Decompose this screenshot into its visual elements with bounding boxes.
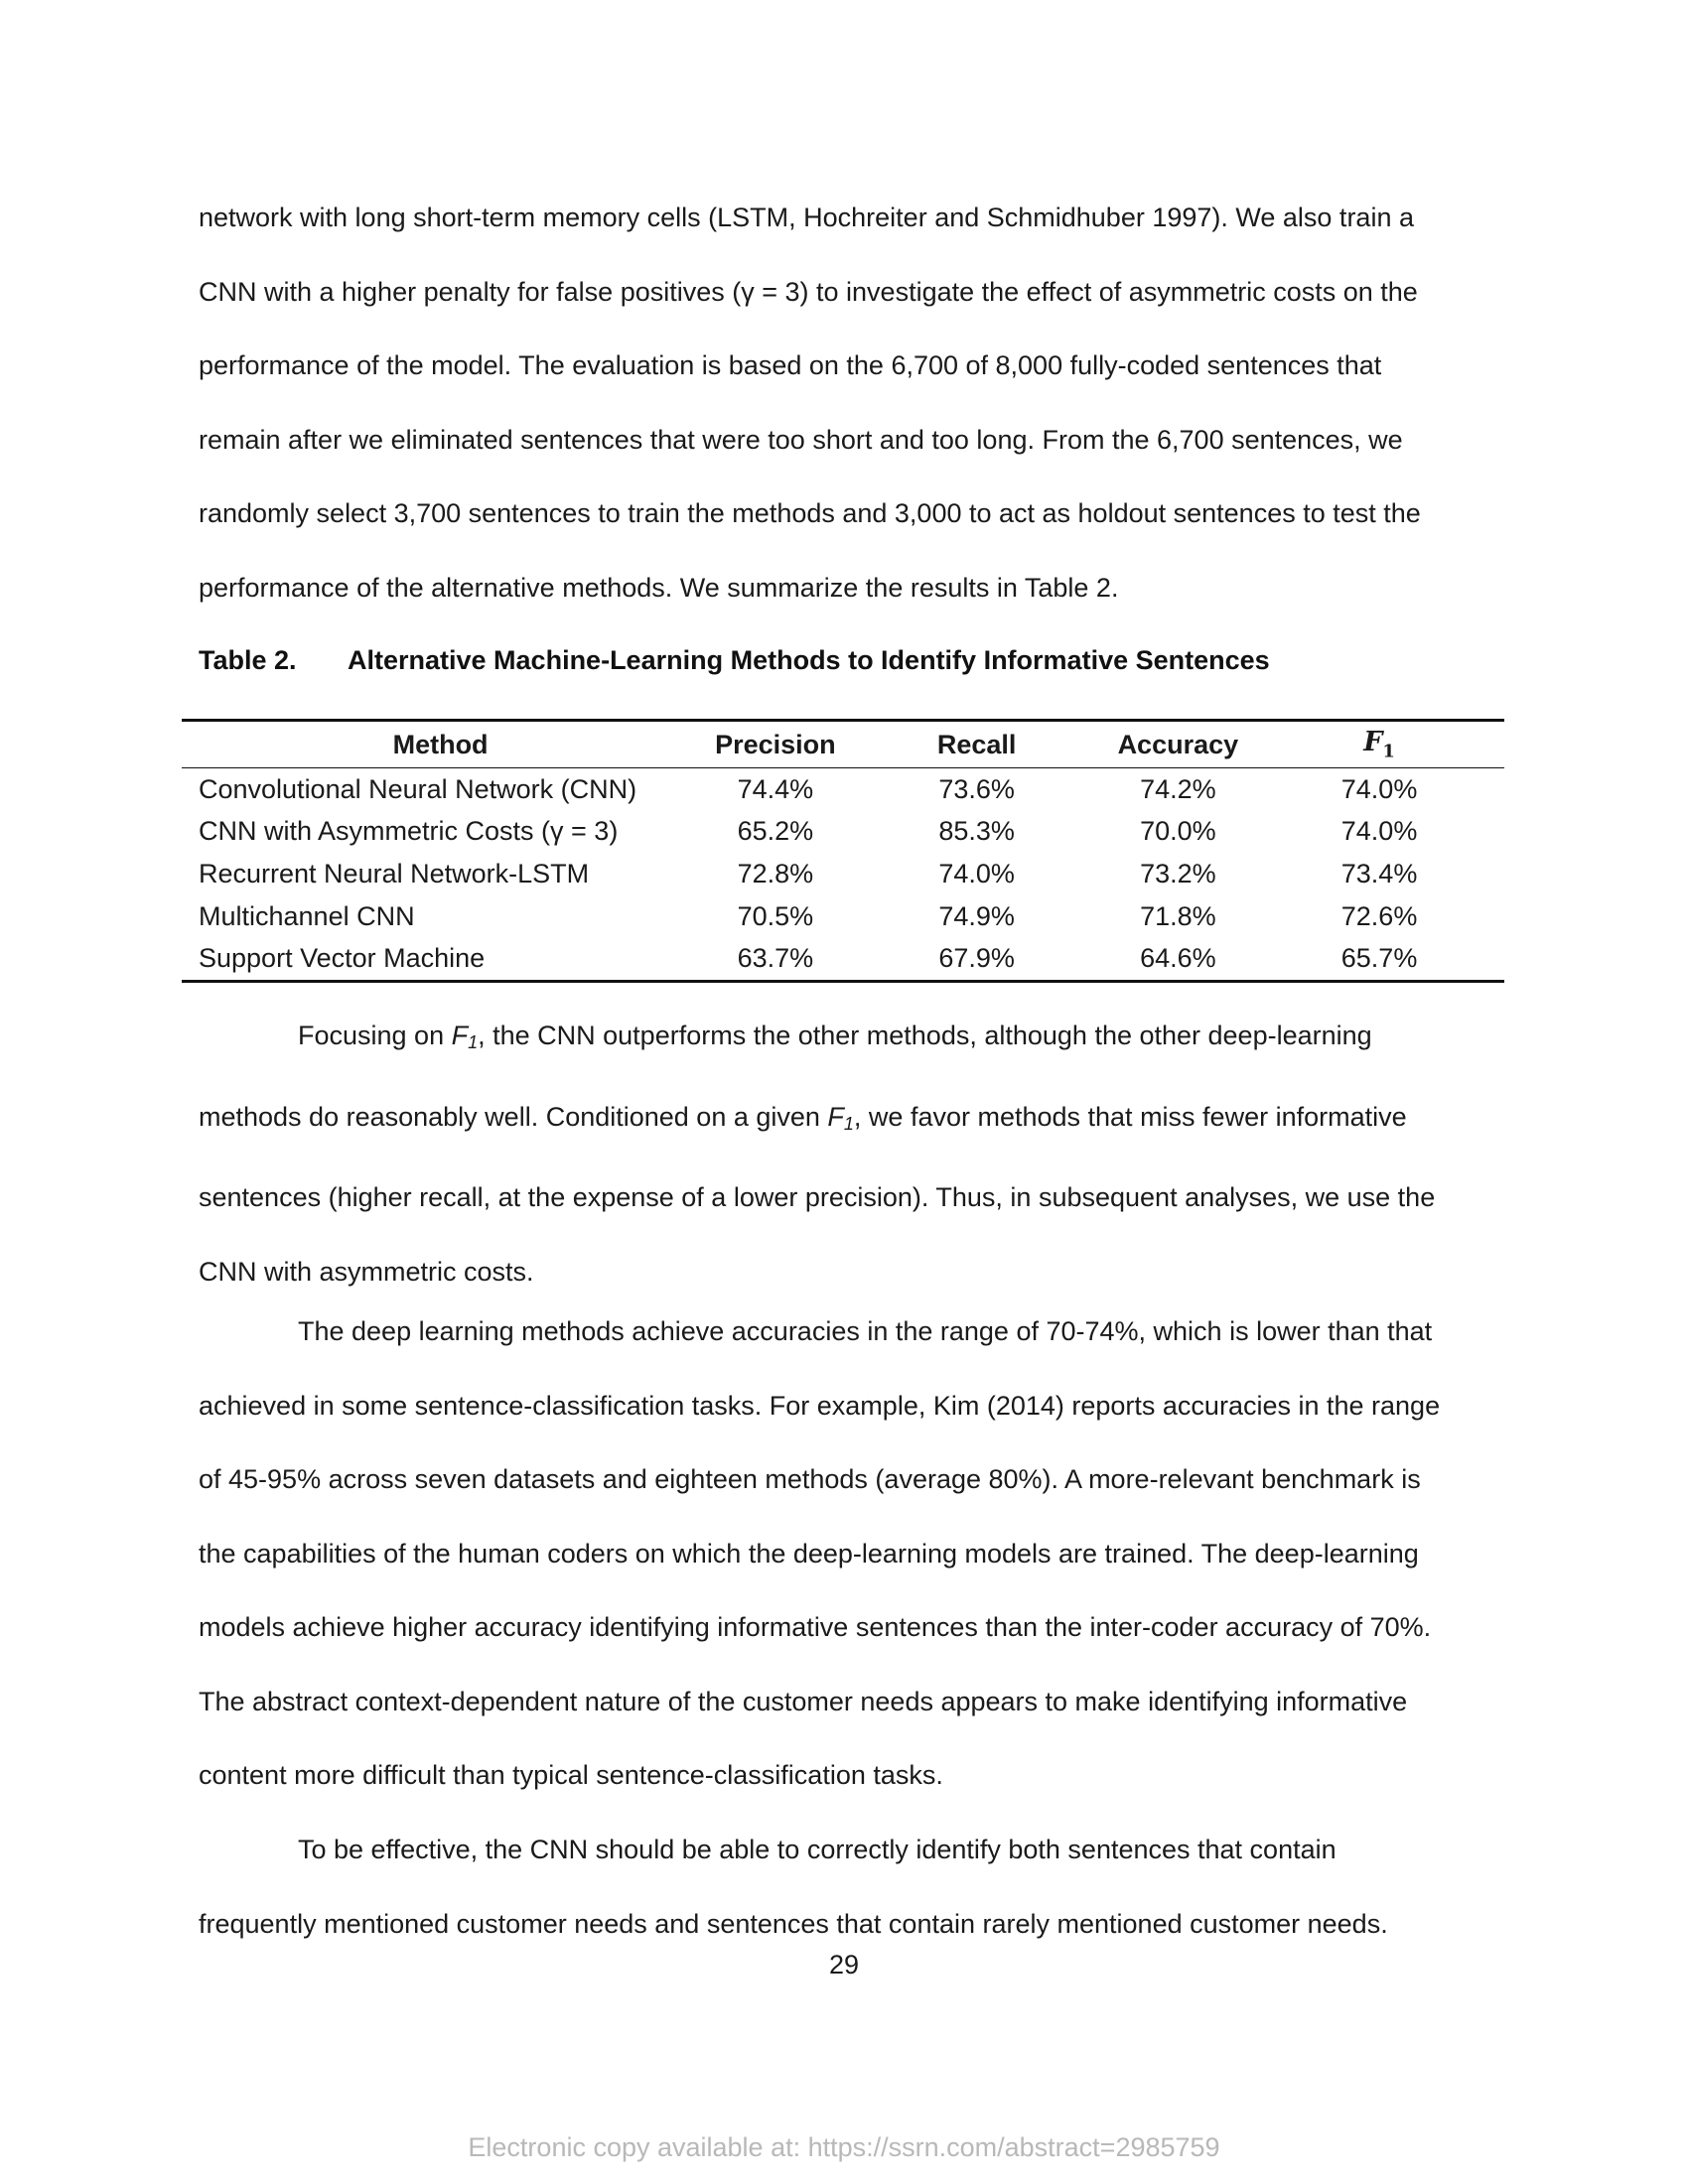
text-line [199, 999, 1489, 1080]
cell-precision: 70.5% [737, 900, 814, 931]
table-row [182, 895, 1504, 938]
f1-subscript: 1 [468, 1032, 479, 1052]
cell-recall: 85.3% [938, 816, 1015, 847]
table-header-row [182, 721, 1504, 768]
paragraph-f1-discussion [199, 999, 1489, 1308]
text-line [199, 1080, 1489, 1161]
cell-accuracy: 70.0% [1140, 816, 1216, 847]
text-line: remain after we eliminated sentences that were too short and too long. From the 6,700 sentences, we [199, 424, 1403, 455]
text-line: achieved in some sentence-classification tasks. For example, Kim (2014) reports accuracies in the range [199, 1390, 1441, 1421]
cell-method: Recurrent Neural Network-LSTM [199, 858, 590, 888]
text-line: frequently mentioned customer needs and sentences that contain rarely mentioned customer needs. [199, 1908, 1388, 1939]
table-row [182, 853, 1504, 895]
text-line: sentences (higher recall, at the expense of a lower precision). Thus, in subsequent analyses, we use the [199, 1182, 1436, 1212]
cell-f1: 74.0% [1340, 816, 1418, 847]
results-table [182, 719, 1504, 983]
table-row [182, 811, 1504, 854]
table-caption-number: Table 2. [199, 645, 297, 675]
text-line: The abstract context-dependent nature of the customer needs appears to make identifying informative [199, 1686, 1408, 1716]
header-precision: Precision [699, 721, 852, 768]
f1-subscript: 1 [843, 1113, 854, 1134]
header-f1-subscript: 1 [1382, 741, 1395, 762]
cell-precision: 72.8% [737, 858, 814, 888]
text-line: models achieve higher accuracy identifying informative sentences than the inter-coder accuracy of 70%. [199, 1612, 1432, 1642]
cell-precision: 65.2% [737, 816, 814, 847]
text-line: CNN with a higher penalty for false positives (γ = 3) to investigate the effect of asymmetric costs on the [199, 276, 1418, 307]
text-line: performance of the alternative methods. We summarize the results in Table 2. [199, 572, 1119, 603]
paragraph-effectiveness [199, 1813, 1489, 1961]
f1-letter: F [827, 1101, 844, 1132]
table-row [182, 768, 1504, 811]
table-caption-title: Alternative Machine-Learning Methods to Identify Informative Sentences [348, 645, 1270, 675]
cell-recall: 74.0% [938, 858, 1015, 888]
cell-f1: 74.0% [1340, 773, 1418, 804]
cell-method: Support Vector Machine [182, 937, 699, 981]
text-line: The deep learning methods achieve accuracies in the range of 70-74%, which is lower than that [298, 1316, 1433, 1346]
text-line: CNN with asymmetric costs. [199, 1256, 534, 1287]
header-accuracy: Accuracy [1102, 721, 1255, 768]
cell-recall: 67.9% [852, 937, 1102, 981]
cell-method: Convolutional Neural Network (CNN) [199, 773, 637, 804]
cell-accuracy: 71.8% [1140, 900, 1216, 931]
header-f1 [1254, 721, 1504, 768]
f1-symbol [827, 1102, 854, 1132]
ssrn-footer: Electronic copy available at: https://ssrn.com/abstract=2985759 [468, 2132, 1220, 2162]
table-caption [199, 645, 1270, 676]
text-line: performance of the model. The evaluation is based on the 6,700 of 8,000 fully-coded sentences that [199, 350, 1382, 380]
header-recall: Recall [852, 721, 1102, 768]
cell-accuracy: 74.2% [1140, 773, 1216, 804]
text-line: of 45-95% across seven datasets and eighteen methods (average 80%). A more-relevant benchmark is [199, 1464, 1421, 1494]
table-row [182, 937, 1504, 981]
text-fragment: methods do reasonably well. Conditioned on a given [199, 1101, 828, 1132]
text-line: To be effective, the CNN should be able to correctly identify both sentences that contain [298, 1835, 1336, 1864]
f1-symbol [452, 1021, 479, 1050]
cell-precision: 63.7% [699, 937, 852, 981]
text-line: randomly select 3,700 sentences to train the methods and 3,000 to act as holdout sentences to test the [199, 498, 1421, 528]
cell-recall: 74.9% [938, 900, 1015, 931]
header-method: Method [182, 721, 699, 768]
cell-recall: 73.6% [938, 773, 1015, 804]
cell-f1: 72.6% [1340, 900, 1418, 931]
f1-letter: F [451, 1021, 469, 1050]
paragraph-methods-description [199, 181, 1489, 624]
text-line: the capabilities of the human coders on which the deep-learning models are trained. The deep-learning [199, 1538, 1419, 1569]
text-line: network with long short-term memory cells (LSTM, Hochreiter and Schmidhuber 1997). We also train a [199, 203, 1414, 232]
page-number: 29 [828, 1950, 860, 1979]
text-fragment: , the CNN outperforms the other methods, although the other deep-learning [478, 1021, 1372, 1050]
cell-f1: 65.7% [1254, 937, 1504, 981]
cell-method: Multichannel CNN [199, 900, 415, 931]
text-fragment: Focusing on [298, 1021, 452, 1050]
cell-precision: 74.4% [737, 773, 814, 804]
cell-method: CNN with Asymmetric Costs (γ = 3) [199, 816, 619, 847]
cell-f1: 73.4% [1340, 858, 1418, 888]
cell-accuracy: 64.6% [1102, 937, 1255, 981]
cell-accuracy: 73.2% [1140, 858, 1216, 888]
paragraph-accuracy-discussion [199, 1295, 1489, 1813]
text-fragment: , we favor methods that miss fewer informative [853, 1101, 1407, 1132]
text-line: content more difficult than typical sentence-classification tasks. [199, 1760, 943, 1790]
header-f1-letter: F [1363, 727, 1383, 758]
